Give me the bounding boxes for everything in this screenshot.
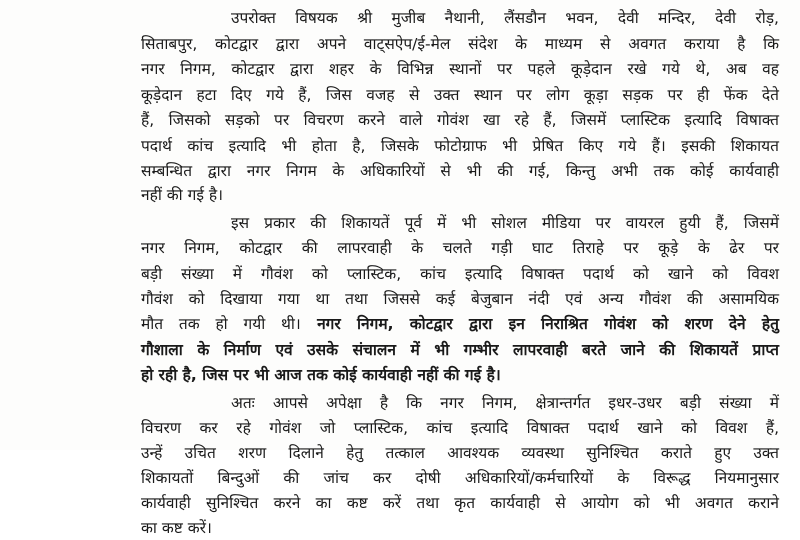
paragraph2-bold-line-2: हो रही है, जिस पर भी आज तक कोई कार्यवाही नहीं की गई है।	[141, 366, 501, 384]
paragraph3-line-4: शिकायतों बिन्दुओं की जांच कर दोषी अधिकारियों/कर्मचारियों के विरूद्ध नियमानुसार	[141, 469, 779, 487]
paragraph3-line-5: कार्यवाही सुनिश्चित करने का कष्ट करें तथा कृत कार्यवाही से आयोग को भी अवगत कराने	[141, 494, 779, 512]
paragraph3-line-1: अतः आपसे अपेक्षा है कि नगर निगम, क्षेत्रान्तर्गत इधर-उधर बड़ी संख्या में	[231, 394, 779, 412]
paragraph3-line-2: विचरण कर रहे गोवंश जो प्लास्टिक, कांच इत्यादि विषाक्त पदार्थ खाने को विवश हैं,	[141, 419, 779, 437]
paragraph2-line-3: बड़ी संख्या में गौवंश को प्लास्टिक, कांच इत्यादि विषाक्त पदार्थ को खाने को विवश	[141, 265, 779, 283]
paragraph1-line-3: नगर निगम, कोटद्वार द्वारा शहर के विभिन्न स्थानों पर पहले कूड़ेदान रखे गये थे, अब वह	[141, 60, 779, 78]
paragraph2-line-4: गौवंश को दिखाया गया था तथा जिससे कई बेजुबान नंदी एवं अन्य गौवंश की असामयिक	[141, 290, 779, 308]
paragraph2-line-5-normal: मौत तक हो गयी थी।	[141, 315, 301, 333]
paragraph3-line-6: का कष्ट करें।	[141, 519, 212, 537]
paragraph2-line-1: इस प्रकार की शिकायतें पूर्व में भी सोशल मीडिया पर वायरल हुयी हैं, जिसमें	[231, 214, 779, 232]
paragraph2-line-5	[141, 312, 779, 336]
paragraph2-line-5-bold: नगर निगम, कोटद्वार द्वारा इन निराश्रित गोवंश को शरण देने हेतु	[300, 315, 779, 333]
paragraph1-line-4: कूड़ेदान हटा दिए गये हैं, जिस वजह से उक्त स्थान पर लोग कूड़ा सड़क पर ही फेंक देते	[141, 86, 779, 104]
paragraph1-line-6: पदार्थ कांच इत्यादि भी होता है, जिसके फोटोग्राफ भी प्रेषित किए गये हैं। इसकी शिकायत	[141, 137, 779, 155]
paragraph1-line-7: सम्बन्धित द्वारा नगर निगम के अधिकारियों से भी की गई, किन्तु अभी तक कोई कार्यवाही	[141, 162, 779, 180]
paragraph3-line-3: उन्हें उचित शरण दिलाने हेतु तत्काल आवश्यक व्यवस्था सुनिश्चित कराते हुए उक्त	[141, 444, 779, 462]
paragraph1-line-2: सिताबपुर, कोटद्वार द्वारा अपने वाट्सऐप/ई-मेल संदेश के माध्यम से अवगत कराया है कि	[141, 35, 779, 53]
paragraph1-line-8: नहीं की गई है।	[141, 186, 223, 204]
paragraph1-line-5: हैं, जिसको सड़को पर विचरण करने वाले गोवंश खा रहे हैं, जिसमें प्लास्टिक इत्यादि विषाक्त	[141, 111, 779, 129]
paragraph2-line-2: नगर निगम, कोटद्वार की लापरवाही के चलते गड़ी घाट तिराहे पर कूड़े के ढेर पर	[141, 239, 779, 257]
paragraph2-bold-line-1: गौशाला के निर्माण एवं उसके संचालन में भी गम्भीर लापरवाही बरते जाने की शिकायतें प्राप्त	[141, 341, 779, 359]
paragraph1-line-1: उपरोक्त विषयक श्री मुजीब नैथानी, लैंसडौन भवन, देवी मन्दिर, देवी रोड़,	[231, 9, 779, 27]
